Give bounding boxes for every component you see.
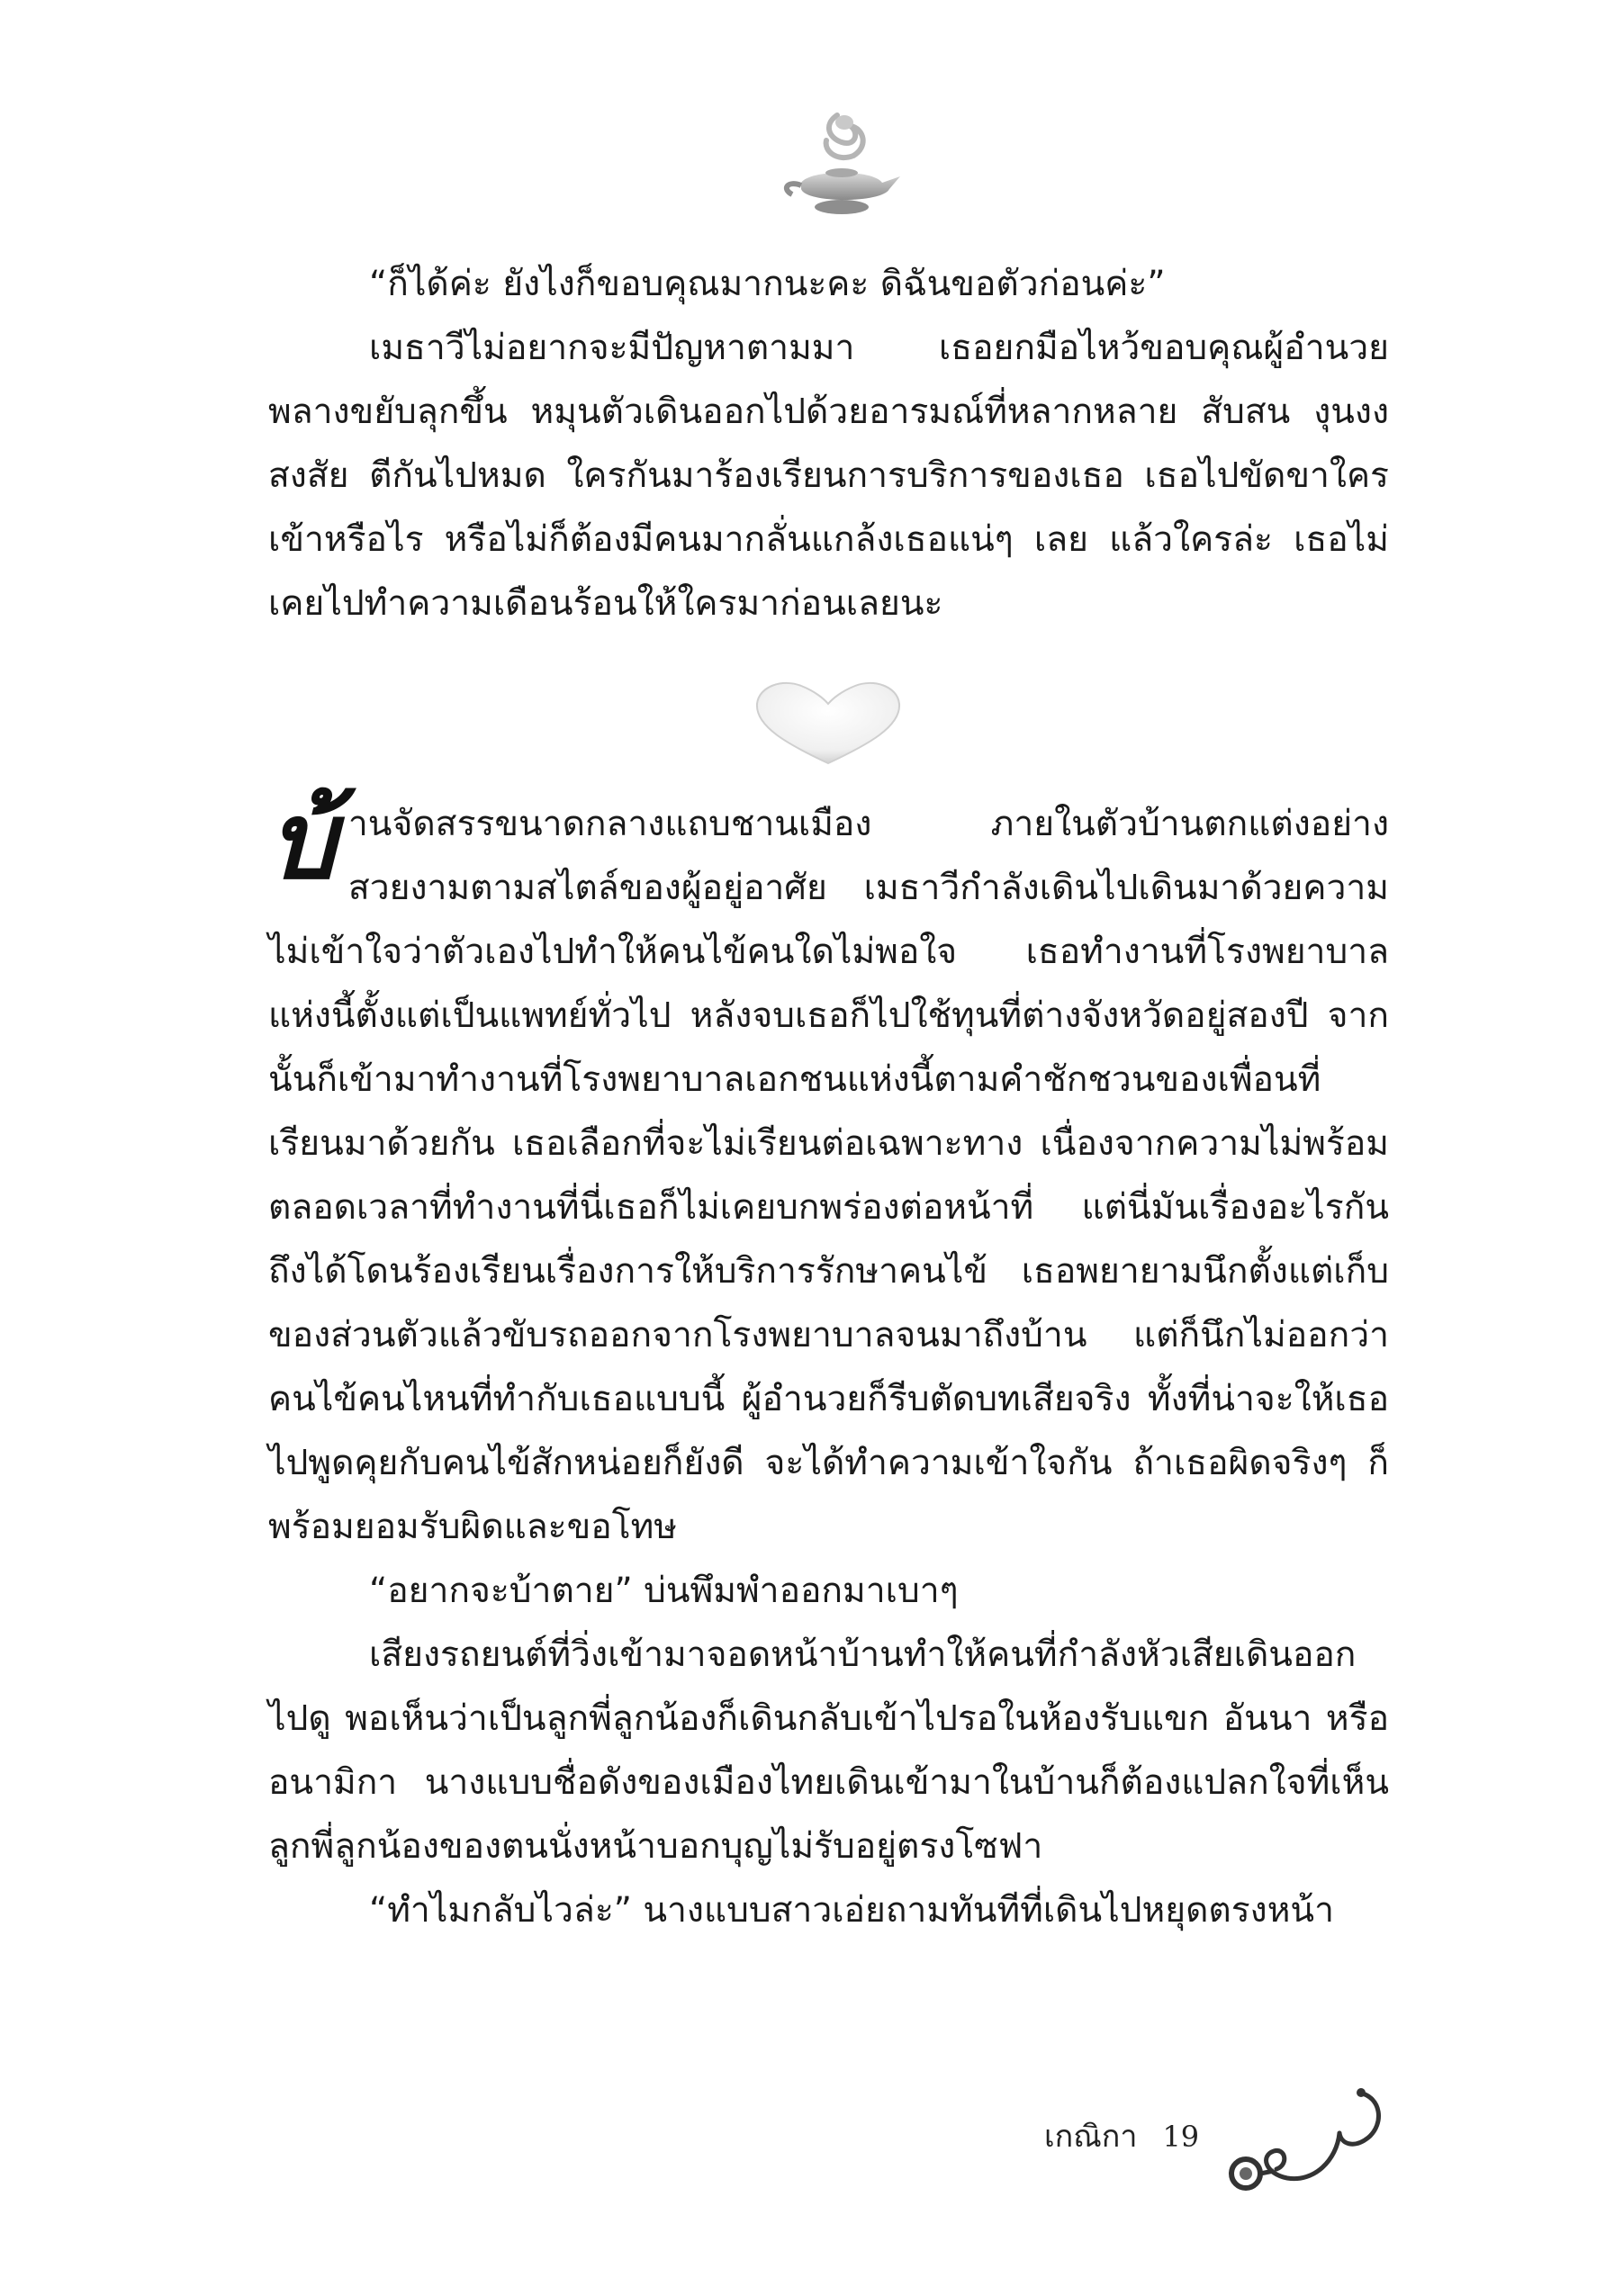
paragraph-text: านจัดสรรขนาดกลางแถบชานเมือง ภายในตัวบ้านตกแต่งอย่างสวยงามตามสไตล์ของผู้อยู่อาศัย เมธาวีกำลังเดินไปเดินมาด้วยความไม่เข้าใจว่าตัวเองไปทำให้คนไข้คนใดไม่พอใจ เธอทำงานที่โรงพยาบาลแห่งนี้ตั้งแต่เป็นแพทย์ทั่วไป หลังจบเธอก็ไปใช้ทุนที่ต่างจังหวัดอยู่สองปี จากนั้นก็เข้ามาทำงานที่โรงพยาบาลเอกชนแห่งนี้ตามคำชักชวนของเพื่อนที่เรียนมาด้วยกัน เธอเลือกที่จะไม่เรียนต่อเฉพาะทาง เนื่องจากความไม่พร้อม ตลอดเวลาที่ทำงานที่นี่เธอก็ไม่เคยบกพร่องต่อหน้าที่ แต่นี่มันเรื่องอะไรกัน ถึงได้โดนร้องเรียนเรื่องการให้บริการรักษาคนไข้ เธอพยายามนึกตั้งแต่เก็บของส่วนตัวแล้วขับรถออกจากโรงพยาบาลจนมาถึงบ้าน แต่ก็นึกไม่ออกว่าคนไข้คนไหนที่ทำกับเธอแบบนี้ ผู้อำนวยก็รีบตัดบทเสียจริง ทั้งที่น่าจะให้เธอไปพูดคุยกับคนไข้สักหน่อยก็ยังดี จะได้ทำความเข้าใจกัน ถ้าเธอผิดจริงๆ ก็พร้อมยอมรับผิดและขอโทษ	[268, 804, 1389, 1547]
paragraph: “ทำไมกลับไวล่ะ” นางแบบสาวเอ่ยถามทันทีที่เดินไปหยุดตรงหน้า	[369, 1890, 1334, 1931]
paragraph: “ก็ได้ค่ะ ยังไงก็ขอบคุณมากนะคะ ดิฉันขอตัวก่อนค่ะ”	[369, 264, 1166, 304]
page-footer	[1044, 2111, 1199, 2160]
heart-icon	[752, 677, 905, 767]
drop-cap: บ้	[268, 778, 336, 903]
paragraph: เสียงรถยนต์ที่วิ่งเข้ามาจอดหน้าบ้านทำให้คนที่กำลังหัวเสียเดินออกไปดู พอเห็นว่าเป็นลูกพี่ลูกน้องก็เดินกลับเข้าไปรอในห้องรับแขก อันนา หรืออนามิกา นางแบบชื่อดังของเมืองไทยเดินเข้ามาในบ้านก็ต้องแปลกใจที่เห็นลูกพี่ลูกน้องของตนนั่งหน้าบอกบุญไม่รับอยู่ตรงโซฟา	[268, 1634, 1389, 1867]
section-1	[268, 252, 1389, 635]
paragraph: “อยากจะบ้าตาย” บ่นพึมพำออกมาเบาๆ	[369, 1571, 959, 1611]
page-number: 19	[1162, 2120, 1200, 2154]
book-title: เกณิกา	[1044, 2119, 1138, 2155]
paragraph-with-dropcap	[268, 778, 1389, 1559]
section-2	[268, 778, 1389, 1942]
paragraph: เมธาวีไม่อยากจะมีปัญหาตามมา เธอยกมือไหว้ขอบคุณผู้อำนวยพลางขยับลุกขึ้น หมุนตัวเดินออกไปด้วยอารมณ์ที่หลากหลาย สับสน งุนงง สงสัย ตีกันไปหมด ใครกันมาร้องเรียนการบริการของเธอ เธอไปขัดขาใครเข้าหรือไร หรือไม่ก็ต้องมีคนมากลั่นแกล้งเธอแน่ๆ เลย แล้วใครล่ะ เธอไม่เคยไปทำความเดือนร้อนให้ใครมาก่อนเลยนะ	[268, 328, 1389, 624]
stethoscope-icon	[1224, 2084, 1404, 2201]
genie-lamp-icon	[774, 106, 909, 232]
